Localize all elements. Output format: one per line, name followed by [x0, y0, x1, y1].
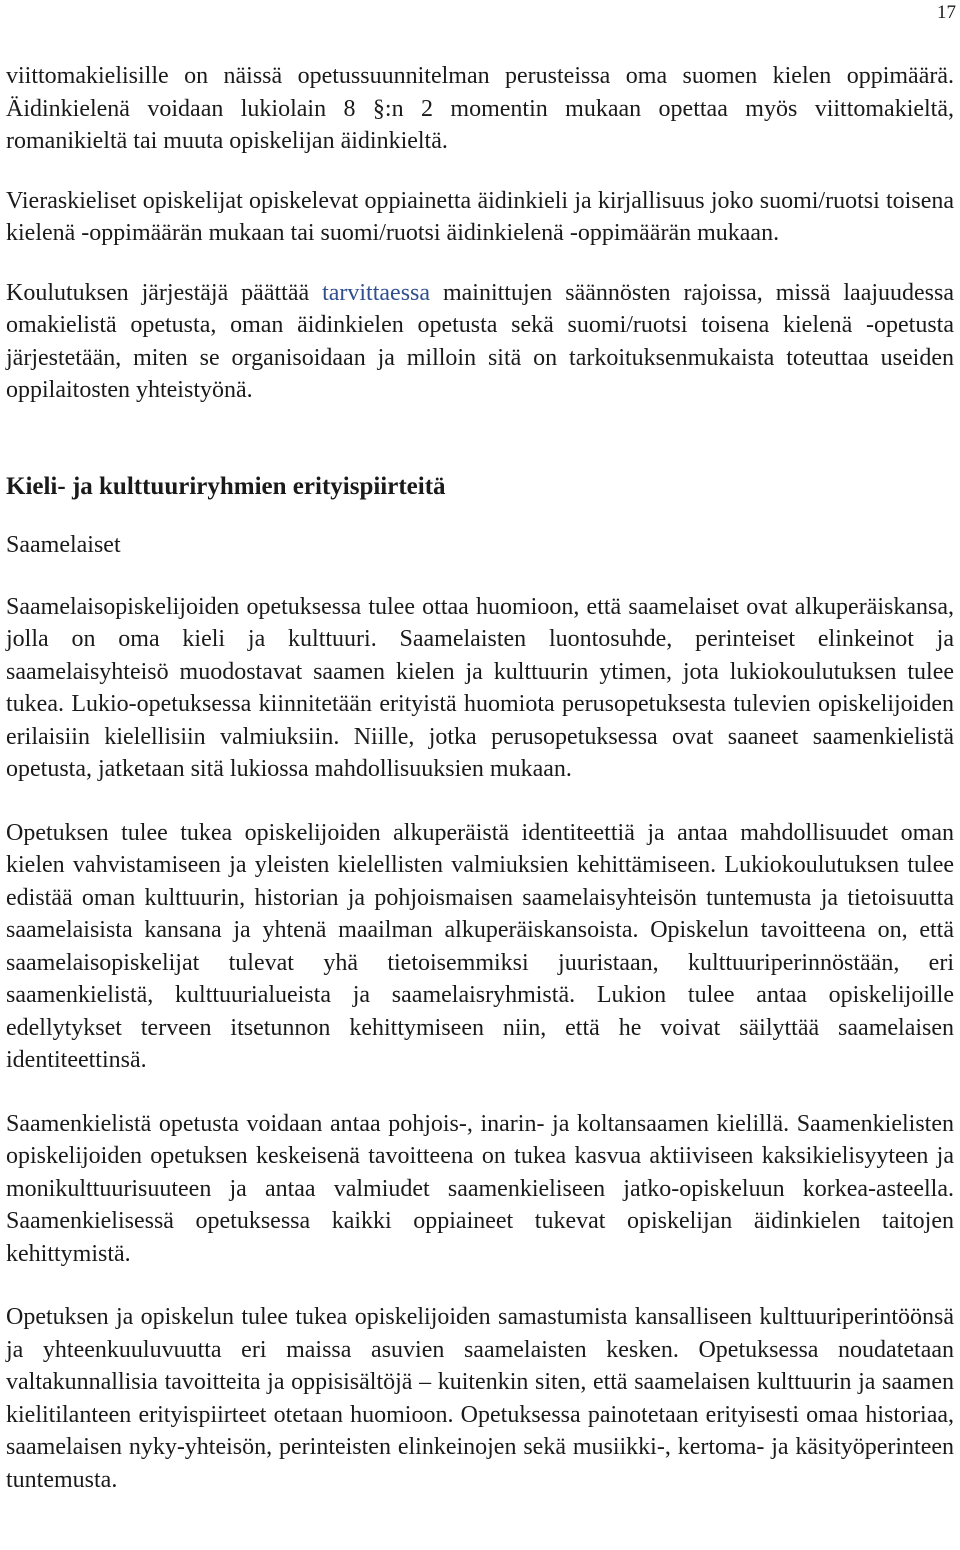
- section-heading: Kieli- ja kulttuuriryhmien erityispiirteitä: [6, 472, 446, 500]
- paragraph-sami-identity: Opetuksen tulee tukea opiskelijoiden alkuperäistä identiteettiä ja antaa mahdollisuudet oman kielen vahvistamiseen ja yleisten kielellisten valmiuksien kehittämiseen. Lukiokoulutuksen tulee edistää oman kulttuurin, historian ja pohjoismaisen saamelaisyhteisön tuntemusta ja tietoisuutta saamelaisista kansana ja yhtenä maailman alkuperäiskansoista. Opiskelun tavoitteena on, että saamelaisopiskelijat tulevat yhä tietoisemmiksi juuristaan, kulttuuriperinnöstään, eri saamenkielistä, kulttuurialueista ja saamelaisryhmistä. Lukion tulee antaa opiskelijoille edellytykset terveen itsetunnon kehittymiseen niin, että he voivat säilyttää saamelaisen identiteettinsä.: [6, 819, 954, 1073]
- paragraph-sign-language: viittomakielisille on näissä opetussuunnitelman perusteissa oma suomen kielen oppimäärä. Äidinkielenä voidaan lukiolain 8 §:n 2 momentin mukaan opettaa myös viittomakieltä, romanikieltä tai muuta opiskelijan äidinkieltä.: [6, 63, 954, 154]
- document-body: [6, 60, 954, 1496]
- paragraph-sami-language-teaching: Saamenkielistä opetusta voidaan antaa pohjois-, inarin- ja koltansaamen kielillä. Saamenkielisten opiskelijoiden opetuksen keskeisenä tavoitteena on tukea kasvua aktiiviseen kaksikielisyyteen ja monikulttuurisuuteen ja antaa valmiudet saamenkieliseen jatko-opiskeluun korkea-asteella. Saamenkielisessä opetuksessa kaikki oppiaineet tukevat opiskelijan äidinkielen taitojen kehittymistä.: [6, 1110, 954, 1267]
- paragraph-sami-cultural-heritage: Opetuksen ja opiskelun tulee tukea opiskelijoiden samastumista kansalliseen kulttuuriperintöönsä ja yhteenkuuluvuutta eri maissa asuvien saamelaisten kesken. Opetuksessa noudatetaan valtakunnallisia tavoitteita ja oppisisältöjä – kuitenkin siten, että saamelaisen kulttuurin ja saamen kielitilanteen erityispiirteet otetaan huomioon. Opetuksessa painotetaan erityisesti omaa historiaa, saamelaisen nyky-yhteisön, perinteisten elinkeinojen sekä musiikki-, kertoma- ja käsityöperinteen tuntemusta.: [6, 1304, 954, 1493]
- tarvittaessa-link[interactable]: tarvittaessa: [322, 279, 431, 306]
- section-subheading: Saamelaiset: [6, 531, 121, 558]
- paragraph-text-start: Koulutuksen järjestäjä päättää: [6, 279, 323, 306]
- page-number: 17: [937, 2, 956, 23]
- paragraph-sami-students: Saamelaisopiskelijoiden opetuksessa tulee ottaa huomioon, että saamelaiset ovat alkuperäiskansa, jolla on oma kieli ja kulttuuri. Saamelaisten luontosuhde, perinteiset elinkeinot ja saamelaisyhteisö muodostavat saamen kielen ja kulttuurin ytimen, jota lukiokoulutuksen tulee tukea. Lukio-opetuksessa kiinnitetään erityistä huomiota perusopetuksesta tulevien opiskelijoiden erilaisiin kielellisiin valmiuksiin. Niille, jotka perusopetuksessa ovat saaneet saamenkielistä opetusta, jatketaan sitä lukiossa mahdollisuuksien mukaan.: [6, 593, 954, 782]
- paragraph-foreign-language-students: Vieraskieliset opiskelijat opiskelevat oppiainetta äidinkieli ja kirjallisuus joko suomi/ruotsi toisena kielenä -oppimäärän mukaan tai suomi/ruotsi äidinkielenä -oppimäärän mukaan.: [6, 187, 954, 246]
- paragraph-education-provider: [6, 277, 954, 407]
- paragraph-text-end: mainittujen säännösten rajoissa, missä laajuudessa omakielistä opetusta, oman äidinkielen opetusta sekä suomi/ruotsi toisena kielenä -opetusta järjestetään, miten se organisoidaan ja milloin sitä on tarkoituksenmukaista toteuttaa useiden oppilaitosten yhteistyönä.: [6, 279, 954, 403]
